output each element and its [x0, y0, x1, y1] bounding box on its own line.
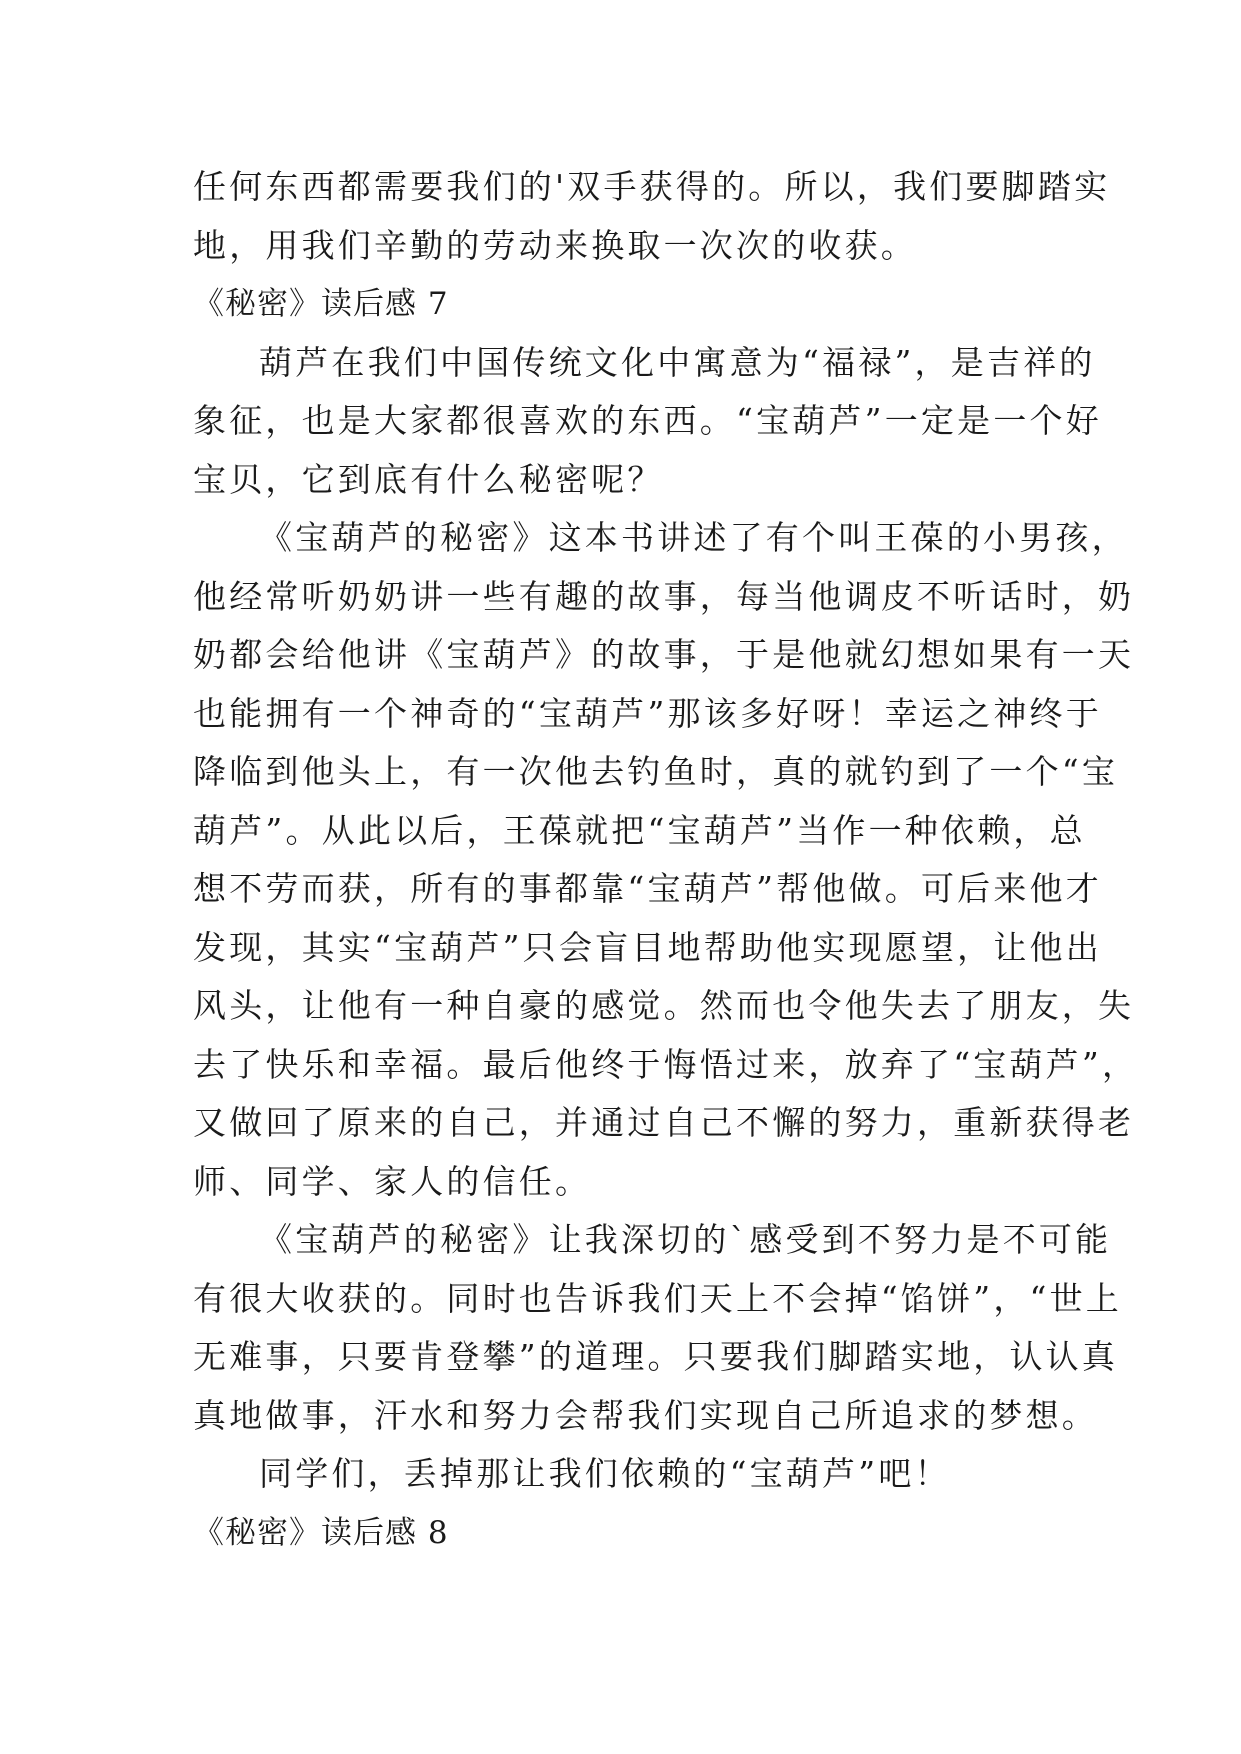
- text-line: 宝贝，它到底有什么秘密呢？: [193, 459, 664, 499]
- paragraph-2: [193, 509, 1139, 1211]
- text-line: 葫芦”。从此以后，王葆就把“宝葫芦”当作一种依赖，总: [193, 810, 1086, 850]
- text-line: 象征，也是大家都很喜欢的东西。“宝葫芦”一定是一个好: [193, 401, 1102, 440]
- text-line: 同学们，丢掉那让我们依赖的“宝葫芦”吧！: [259, 1454, 951, 1493]
- text-line: 又做回了原来的自己，并通过自己不懈的努力，重新获得老: [193, 1103, 1135, 1142]
- text-line: 葫芦在我们中国传统文化中寓意为“福禄”，是吉祥的: [259, 342, 1096, 382]
- section-heading-7: 《秘密》读后感 7: [193, 286, 449, 322]
- paragraph-3: [193, 1211, 1123, 1445]
- text-line: 去了快乐和幸福。最后他终于悔悟过来，放弃了“宝葫芦”，: [193, 1044, 1139, 1084]
- text-line: 《宝葫芦的秘密》让我深切的`感受到不努力是不可能: [259, 1220, 1112, 1259]
- text-line: 想不劳而获，所有的事都靠“宝葫芦”帮他做。可后来他才: [193, 869, 1102, 908]
- text-line: 他经常听奶奶讲一些有趣的故事，每当他调皮不听话时，奶: [193, 576, 1135, 616]
- text-line: 有很大收获的。同时也告诉我们天上不会掉“馅饼”，“世上: [193, 1278, 1123, 1318]
- text-line: 也能拥有一个神奇的“宝葫芦”那该多好呀！幸运之神终于: [193, 693, 1102, 733]
- text-line: 降临到他头上，有一次他去钓鱼时，真的就钓到了一个“宝: [193, 752, 1119, 791]
- paragraph-4: [193, 1445, 1053, 1504]
- text-line: 奶都会给他讲《宝葫芦》的故事，于是他就幻想如果有一天: [193, 635, 1135, 674]
- text-line: 《宝葫芦的秘密》这本书讲述了有个叫王葆的小男孩，: [259, 518, 1128, 557]
- text-line: 风头，让他有一种自豪的感觉。然而也令他失去了朋友，失: [193, 986, 1135, 1025]
- text-line: 发现，其实“宝葫芦”只会盲目地帮助他实现愿望，让他出: [193, 927, 1102, 967]
- intro-paragraph: [193, 158, 1111, 275]
- text-line: 真地做事，汗水和努力会帮我们实现自己所追求的梦想。: [193, 1395, 1098, 1435]
- text-line: 任何东西都需要我们的'双手获得的。所以，我们要脚踏实: [193, 167, 1111, 206]
- section-heading-8: 《秘密》读后感 8: [193, 1514, 449, 1551]
- text-line: 师、同学、家人的信任。: [193, 1161, 592, 1201]
- document-body: [193, 158, 1139, 1562]
- paragraph-1: [193, 334, 1102, 510]
- text-line: 无难事，只要肯登攀”的道理。只要我们脚踏实地，认认真: [193, 1337, 1119, 1376]
- text-line: 地，用我们辛勤的劳动来换取一次次的收获。: [193, 225, 917, 265]
